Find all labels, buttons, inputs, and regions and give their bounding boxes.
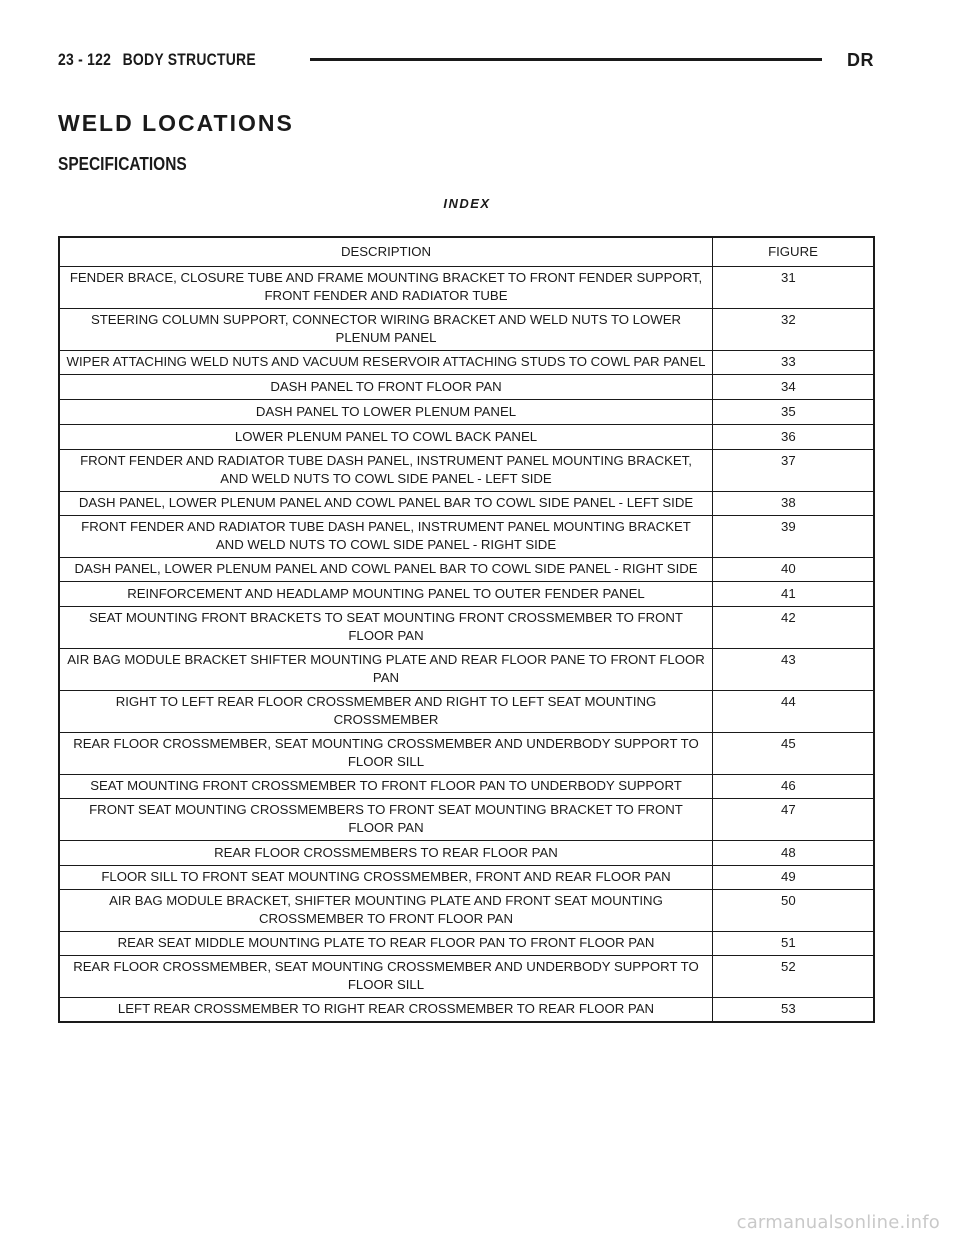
row-figure: 53	[713, 998, 875, 1023]
table-row	[59, 799, 874, 841]
row-description: FRONT FENDER AND RADIATOR TUBE DASH PANEL, INSTRUMENT PANEL MOUNTING BRACKET, AND WELD NUTS TO COWL SIDE PANEL - LEFT SIDE	[59, 450, 713, 492]
row-figure: 51	[713, 932, 875, 956]
table-row	[59, 400, 874, 425]
table-row	[59, 558, 874, 582]
table-header-row	[59, 237, 874, 267]
row-description: SEAT MOUNTING FRONT BRACKETS TO SEAT MOUNTING FRONT CROSSMEMBER TO FRONT FLOOR PAN	[59, 607, 713, 649]
watermark-text: carmanualsonline.info	[736, 1212, 940, 1233]
row-figure: 47	[713, 799, 875, 841]
page-header	[58, 47, 874, 73]
page-number: 23 - 122	[58, 50, 112, 69]
table-row	[59, 998, 874, 1023]
row-description: FRONT FENDER AND RADIATOR TUBE DASH PANEL, INSTRUMENT PANEL MOUNTING BRACKET AND WELD NUTS TO COWL SIDE PANEL - RIGHT SIDE	[59, 516, 713, 558]
row-figure: 44	[713, 691, 875, 733]
column-header-description: DESCRIPTION	[59, 237, 713, 267]
section-name: BODY STRUCTURE	[122, 50, 256, 69]
row-description: DASH PANEL, LOWER PLENUM PANEL AND COWL PANEL BAR TO COWL SIDE PANEL - RIGHT SIDE	[59, 558, 713, 582]
table-row	[59, 582, 874, 607]
table-row	[59, 516, 874, 558]
row-description: DASH PANEL, LOWER PLENUM PANEL AND COWL PANEL BAR TO COWL SIDE PANEL - LEFT SIDE	[59, 492, 713, 516]
row-description: AIR BAG MODULE BRACKET SHIFTER MOUNTING PLATE AND REAR FLOOR PANE TO FRONT FLOOR PAN	[59, 649, 713, 691]
table-row	[59, 450, 874, 492]
row-figure: 48	[713, 841, 875, 866]
row-description: WIPER ATTACHING WELD NUTS AND VACUUM RESERVOIR ATTACHING STUDS TO COWL PAR PANEL	[59, 351, 713, 375]
row-figure: 46	[713, 775, 875, 799]
row-description: RIGHT TO LEFT REAR FLOOR CROSSMEMBER AND RIGHT TO LEFT SEAT MOUNTING CROSSMEMBER	[59, 691, 713, 733]
table-row	[59, 866, 874, 890]
row-figure: 40	[713, 558, 875, 582]
table-row	[59, 691, 874, 733]
index-label: INDEX	[443, 196, 491, 211]
row-description: FRONT SEAT MOUNTING CROSSMEMBERS TO FRONT SEAT MOUNTING BRACKET TO FRONT FLOOR PAN	[59, 799, 713, 841]
row-figure: 42	[713, 607, 875, 649]
table-row	[59, 425, 874, 450]
header-rule	[310, 58, 822, 61]
row-description: SEAT MOUNTING FRONT CROSSMEMBER TO FRONT FLOOR PAN TO UNDERBODY SUPPORT	[59, 775, 713, 799]
table-row	[59, 841, 874, 866]
row-figure: 41	[713, 582, 875, 607]
table-row	[59, 492, 874, 516]
row-figure: 31	[713, 267, 875, 309]
row-description: REAR FLOOR CROSSMEMBER, SEAT MOUNTING CROSSMEMBER AND UNDERBODY SUPPORT TO FLOOR SILL	[59, 733, 713, 775]
row-description: FENDER BRACE, CLOSURE TUBE AND FRAME MOUNTING BRACKET TO FRONT FENDER SUPPORT, FRONT FENDER AND RADIATOR TUBE	[59, 267, 713, 309]
table-row	[59, 649, 874, 691]
row-figure: 50	[713, 890, 875, 932]
table-row	[59, 351, 874, 375]
row-description: REAR SEAT MIDDLE MOUNTING PLATE TO REAR FLOOR PAN TO FRONT FLOOR PAN	[59, 932, 713, 956]
index-table	[58, 236, 875, 1023]
row-figure: 52	[713, 956, 875, 998]
section-subtitle: SPECIFICATIONS	[58, 154, 187, 174]
row-figure: 49	[713, 866, 875, 890]
row-description: LEFT REAR CROSSMEMBER TO RIGHT REAR CROSSMEMBER TO REAR FLOOR PAN	[59, 998, 713, 1023]
row-description: STEERING COLUMN SUPPORT, CONNECTOR WIRING BRACKET AND WELD NUTS TO LOWER PLENUM PANEL	[59, 309, 713, 351]
table-row	[59, 733, 874, 775]
row-figure: 36	[713, 425, 875, 450]
row-figure: 33	[713, 351, 875, 375]
table-row	[59, 309, 874, 351]
row-description: REINFORCEMENT AND HEADLAMP MOUNTING PANEL TO OUTER FENDER PANEL	[59, 582, 713, 607]
table-row	[59, 375, 874, 400]
row-description: FLOOR SILL TO FRONT SEAT MOUNTING CROSSMEMBER, FRONT AND REAR FLOOR PAN	[59, 866, 713, 890]
row-figure: 35	[713, 400, 875, 425]
table-row	[59, 890, 874, 932]
table-row	[59, 775, 874, 799]
table-body	[59, 267, 874, 1023]
table-row	[59, 932, 874, 956]
row-figure: 43	[713, 649, 875, 691]
table-row	[59, 267, 874, 309]
row-figure: 39	[713, 516, 875, 558]
table-row	[59, 607, 874, 649]
row-description: REAR FLOOR CROSSMEMBERS TO REAR FLOOR PAN	[59, 841, 713, 866]
row-figure: 45	[713, 733, 875, 775]
row-description: REAR FLOOR CROSSMEMBER, SEAT MOUNTING CROSSMEMBER AND UNDERBODY SUPPORT TO FLOOR SILL	[59, 956, 713, 998]
page-title: WELD LOCATIONS	[58, 110, 294, 136]
model-code: DR	[847, 50, 874, 70]
page-header-left	[58, 50, 256, 70]
row-description: LOWER PLENUM PANEL TO COWL BACK PANEL	[59, 425, 713, 450]
row-description: DASH PANEL TO LOWER PLENUM PANEL	[59, 400, 713, 425]
column-header-figure: FIGURE	[713, 237, 875, 267]
row-description: DASH PANEL TO FRONT FLOOR PAN	[59, 375, 713, 400]
row-figure: 32	[713, 309, 875, 351]
row-description: AIR BAG MODULE BRACKET, SHIFTER MOUNTING PLATE AND FRONT SEAT MOUNTING CROSSMEMBER TO FRONT FLOOR PAN	[59, 890, 713, 932]
row-figure: 34	[713, 375, 875, 400]
table-row	[59, 956, 874, 998]
row-figure: 37	[713, 450, 875, 492]
row-figure: 38	[713, 492, 875, 516]
